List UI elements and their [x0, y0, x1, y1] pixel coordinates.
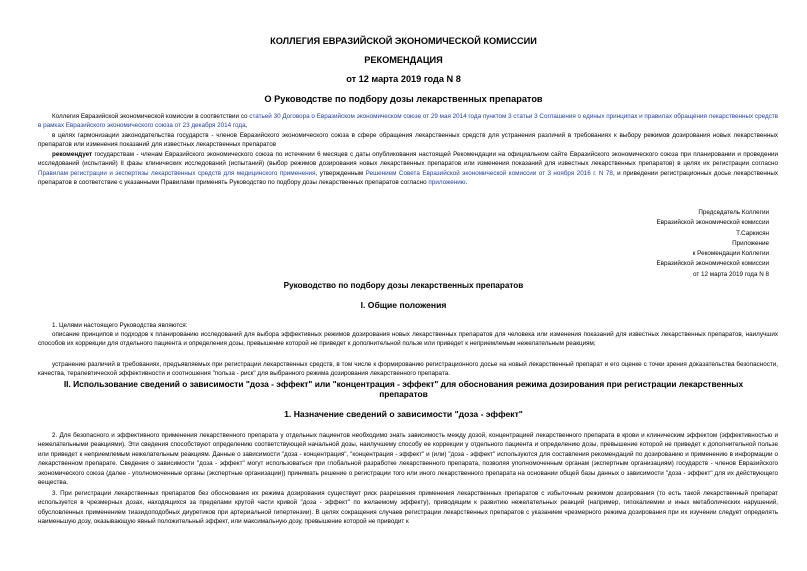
text-fragment: . — [465, 179, 468, 187]
paragraph-goals: 1. Целями настоящего Руководства являются: — [52, 322, 188, 329]
link-council-decision-78[interactable]: Решением Совета Евразийской экономической комиссии от 3 ноября 2016 г. N 78 — [365, 169, 613, 177]
org-heading: КОЛЛЕГИЯ ЕВРАЗИЙСКОЙ ЭКОНОМИЧЕСКОЙ КОМИССИИ — [270, 36, 537, 46]
doc-type-heading: РЕКОМЕНДАЦИЯ — [364, 55, 443, 65]
text-fragment: , утвержденным — [315, 169, 366, 177]
appendix-line: к Рекомендации Коллегии — [692, 250, 769, 258]
text-fragment: , и приведении регистрационных досье лекарственных препаратов в соответствие с указанными Правилами применять Руководство по подбору дозы лекарственных препаратов согласно — [38, 169, 779, 187]
text-fragment: Коллегия Евразийской экономической комиссии в соответствии со — [52, 113, 250, 120]
signature-line: Председатель Коллегии — [698, 209, 769, 216]
section-1-title: I. Общие положения — [360, 300, 447, 310]
text-fragment: , — [245, 122, 248, 130]
paragraph-3: 3. При регистрации лекарственных препаратов без обоснования их режима дозирования существует риск разрешения применения лекарственных препаратов с избыточным режимом дозирования (то есть такой лекарственный препарат используется в чрезмерных дозах, находящихся за пределами крутой части кривой "доза - эффект" по желаемому эффекту), приводящим к развитию нежелательных реакций (например, гипокалиемии и иных метаболических нарушений, обусловленных применением тиазидоподобных диуретиков при артериальной гипертензии). В целях сокращения случаев регистрации лекарственных препаратов с указанием чрезмерного режима дозирования при их изучении следует определять наименьшую дозу, оказывающую явный положительный эффект, или максимальную дозу, превышение которой не приводит к — [38, 490, 778, 526]
signature-line: Евразийской экономической комиссии — [656, 219, 769, 227]
paragraph-intro — [38, 112, 778, 131]
appendix-line: Евразийской экономической комиссии — [656, 260, 769, 268]
recommends-word: рекомендует — [52, 151, 93, 158]
signature-line: Т.Саркисян — [736, 229, 769, 237]
subsection-1-title: 1. Назначение сведений о зависимости "доза - эффект" — [284, 409, 523, 419]
signature-block — [656, 208, 769, 280]
date-heading: от 12 марта 2019 года N 8 — [346, 74, 461, 84]
appendix-line: от 12 марта 2019 года N 8 — [692, 270, 769, 278]
section-2-title: II. Использование сведений о зависимости "доза - эффект" или "концентрация - эффект" для обоснования режима дозирования при регистрации лекарственных препаратов — [63, 379, 744, 399]
paragraph-recommends — [38, 150, 778, 188]
appendix-line: Приложение — [732, 239, 769, 247]
document-title: О Руководстве по подбору дозы лекарственных препаратов — [264, 94, 543, 104]
paragraph-goal-description: описание принципов и подходов к планированию исследований для выбора эффективных режимов дозирования новых лекарственных препаратов для человека или изменения показаний для известных лекарственных препаратов, наилучших способов их коррекции для отдельного пациента и определения дозы, превышение которой не приведет к дополнительной пользе или приведет к неприемлемым нежелательным реакциям; — [38, 331, 778, 348]
paragraph-2: 2. Для безопасного и эффективного применения лекарственного препарата у отдельных пациентов необходимо знать зависимость между дозой, концентрацией лекарственного препарата в крови и клиническим эффектом (эффективностью и нежелательными реакциями). Эти сведения способствуют определению соответствующей начальной дозы, наилучшему способу ее коррекции у отдельного пациента и определению дозы, превышение которой не приведет к дополнительной пользе или приведет к неприемлемым нежелательным реакциям. Данные о зависимости "доза - концентрация", "концентрация - эффект" и (или) "доза - эффект" используются для составления рекомендаций по дозированию и применению в информации о лекарственном препарате. Сведения о зависимости "доза - эффект" могут использоваться при глобальной разработке лекарственного препарата, позволяя уполномоченным органам (экспертным организациям) государств - членов Евразийского экономического союза (далее - уполномоченные органы (экспертные организации)) принимать решение о регистрации того или иного лекарственного препарата на основании общей базы данных о зависимости "доза - эффект" для их действующего вещества. — [38, 432, 778, 487]
paragraph-goal-harmonize: устранение различий в требованиях, предъявляемых при регистрации лекарственных средств, в том числе к формированию регистрационного досье на новый лекарственный препарат и его оценке с точки зрения доказательства безопасности, качества, терапевтической эффективности и соотношения "польза - риск" для выбранного режима дозирования лекарственного препарата. — [38, 361, 778, 378]
link-agreement-article-3[interactable]: пунктом 3 статьи 3 Соглашения о единых принципах и правилах обращения лекарственных средств в рамках Евразийского экономического союза от 23 декабря 2014 года — [38, 113, 778, 130]
link-treaty-article-30[interactable]: статьей 30 Договора о Евразийском экономическом союзе от 29 мая 2014 года — [249, 113, 482, 120]
guide-title: Руководство по подбору дозы лекарственных препаратов — [283, 281, 524, 290]
paragraph-harmonization: в целях гармонизации законодательства государств - членов Евразийского экономического союза в сфере обращения лекарственных средств для устранения различий в требованиях к выбору режимов дозирования новых лекарственных препаратов или изменения показаний для известных лекарственных препаратов — [38, 132, 778, 149]
text-fragment: государствам - членам Евразийского экономического союза по истечении 6 месяцев с даты опубликования настоящей Рекомендации на официальном сайте Евразийского экономического союза при планировании и проведении исследований (испытаний) II фазы клинических исследований (испытаний) (выбор режимов дозирования новых лекарственных препаратов или изменения показаний для известных лекарственных препаратов) в целях их регистрации согласно — [38, 151, 778, 168]
link-appendix[interactable]: приложению — [428, 179, 466, 187]
link-registration-rules[interactable]: Правилам регистрации и экспертизы лекарственных средств для медицинского применения — [38, 169, 316, 177]
